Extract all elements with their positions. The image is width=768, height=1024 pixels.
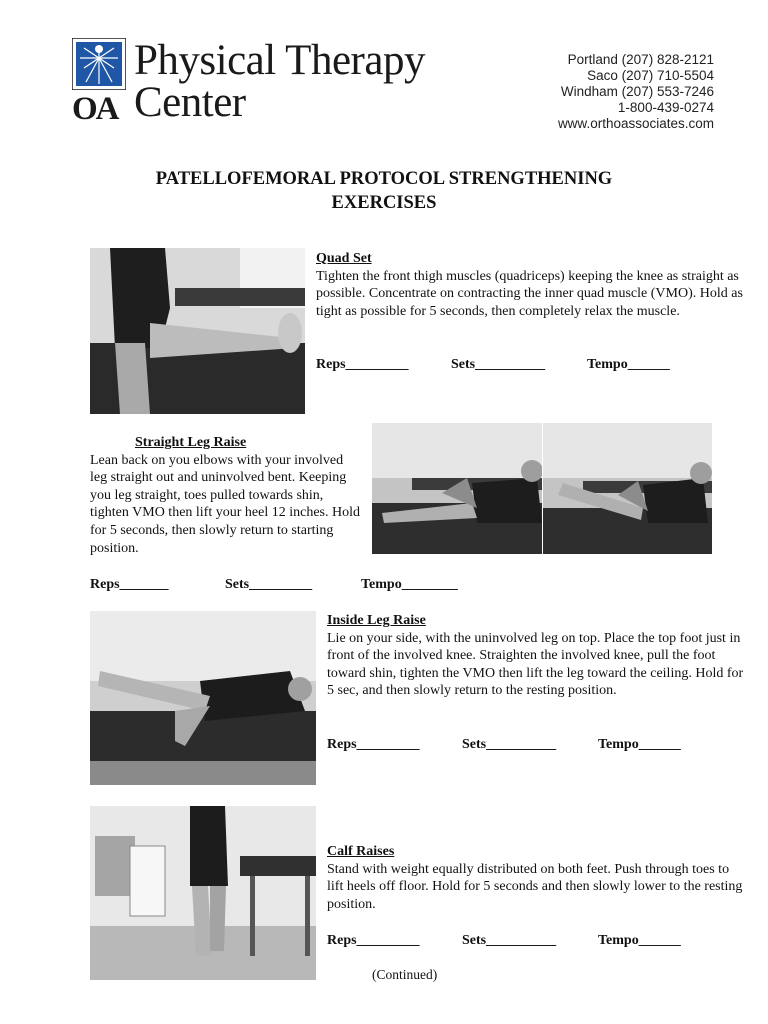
calf-raises-reps[interactable]: Reps_________ — [327, 933, 420, 948]
organization-name — [134, 37, 425, 126]
contact-block — [558, 52, 714, 132]
inside-leg-raise-title: Inside Leg Raise — [327, 613, 426, 628]
calf-raises-description: Stand with weight equally distributed on both feet. Push through toes to lift heels off floor. Hold for 5 seconds and then slowly lower to the resting position. — [327, 861, 743, 912]
contact-tollfree: 1-800-439-0274 — [617, 100, 714, 115]
quad-set-tempo[interactable]: Tempo______ — [587, 357, 670, 372]
inside-leg-raise-photo — [90, 611, 316, 785]
inside-leg-raise-illustration — [90, 611, 316, 785]
organization-name-line1: Physical Therapy — [134, 37, 425, 84]
contact-windham: Windham (207) 553-7246 — [560, 84, 714, 99]
calf-raises-illustration — [90, 806, 316, 980]
straight-leg-raise-tempo[interactable]: Tempo________ — [361, 577, 458, 592]
quad-set-title: Quad Set — [316, 251, 372, 266]
quad-set-description: Tighten the front thigh muscles (quadriceps) keeping the knee as straight as possible. Concentrate on contracting the inner quad muscle (VMO). Hold as tight as possible for 5 seconds, then completely relax the muscle. — [316, 268, 743, 319]
calf-raises-sets[interactable]: Sets__________ — [462, 933, 557, 948]
straight-leg-raise-illustration-lifted — [543, 423, 712, 554]
calf-raises-title: Calf Raises — [327, 844, 395, 859]
contact-portland: Portland (207) 828-2121 — [567, 52, 714, 67]
continued-note: (Continued) — [372, 967, 438, 982]
straight-leg-raise-block — [90, 434, 360, 557]
calf-raises-block — [327, 843, 747, 913]
contact-website[interactable]: www.orthoassociates.com — [557, 116, 714, 131]
calf-raises-tempo[interactable]: Tempo______ — [598, 933, 681, 948]
straight-leg-raise-reps[interactable]: Reps_______ — [90, 577, 169, 592]
logo-abbreviation: OA — [72, 91, 118, 127]
quad-set-illustration — [90, 248, 305, 414]
quad-set-photo — [90, 248, 305, 414]
inside-leg-raise-sets[interactable]: Sets__________ — [462, 737, 557, 752]
straight-leg-raise-illustration-start — [372, 423, 542, 554]
contact-saco: Saco (207) 710-5504 — [587, 68, 714, 83]
inside-leg-raise-description: Lie on your side, with the uninvolved leg on top. Place the top foot just in front of the involved knee. Straighten the involved knee, pull the foot toward shin, tighten the VMO then lift the leg toward the ceiling. Hold for 5 sec, and then slowly return to the resting position. — [327, 630, 744, 699]
page-title-line2: EXERCISES — [331, 193, 437, 213]
inside-leg-raise-tempo[interactable]: Tempo______ — [598, 737, 681, 752]
page-title — [0, 167, 768, 215]
logo — [72, 38, 126, 128]
straight-leg-raise-sets[interactable]: Sets_________ — [225, 577, 313, 592]
quad-set-sets[interactable]: Sets__________ — [451, 357, 546, 372]
straight-leg-raise-photo-lifted — [543, 423, 712, 554]
quad-set-block — [316, 250, 746, 320]
inside-leg-raise-reps[interactable]: Reps_________ — [327, 737, 420, 752]
straight-leg-raise-description: Lean back on you elbows with your involved leg straight out and uninvolved bent. Keeping you leg straight, toes pulled towards shin, tighten VMO then lift your heel 12 inches. Hold for 5 seconds, then slowly return to starting position. — [90, 452, 360, 556]
quad-set-reps[interactable]: Reps_________ — [316, 357, 409, 372]
straight-leg-raise-photo-start — [372, 423, 542, 554]
inside-leg-raise-block — [327, 612, 747, 700]
straight-leg-raise-title: Straight Leg Raise — [135, 435, 247, 450]
logo-emblem-icon — [72, 38, 126, 90]
page-title-line1: PATELLOFEMORAL PROTOCOL STRENGTHENING — [155, 169, 613, 189]
organization-name-line2: Center — [134, 79, 246, 126]
calf-raises-photo — [90, 806, 316, 980]
